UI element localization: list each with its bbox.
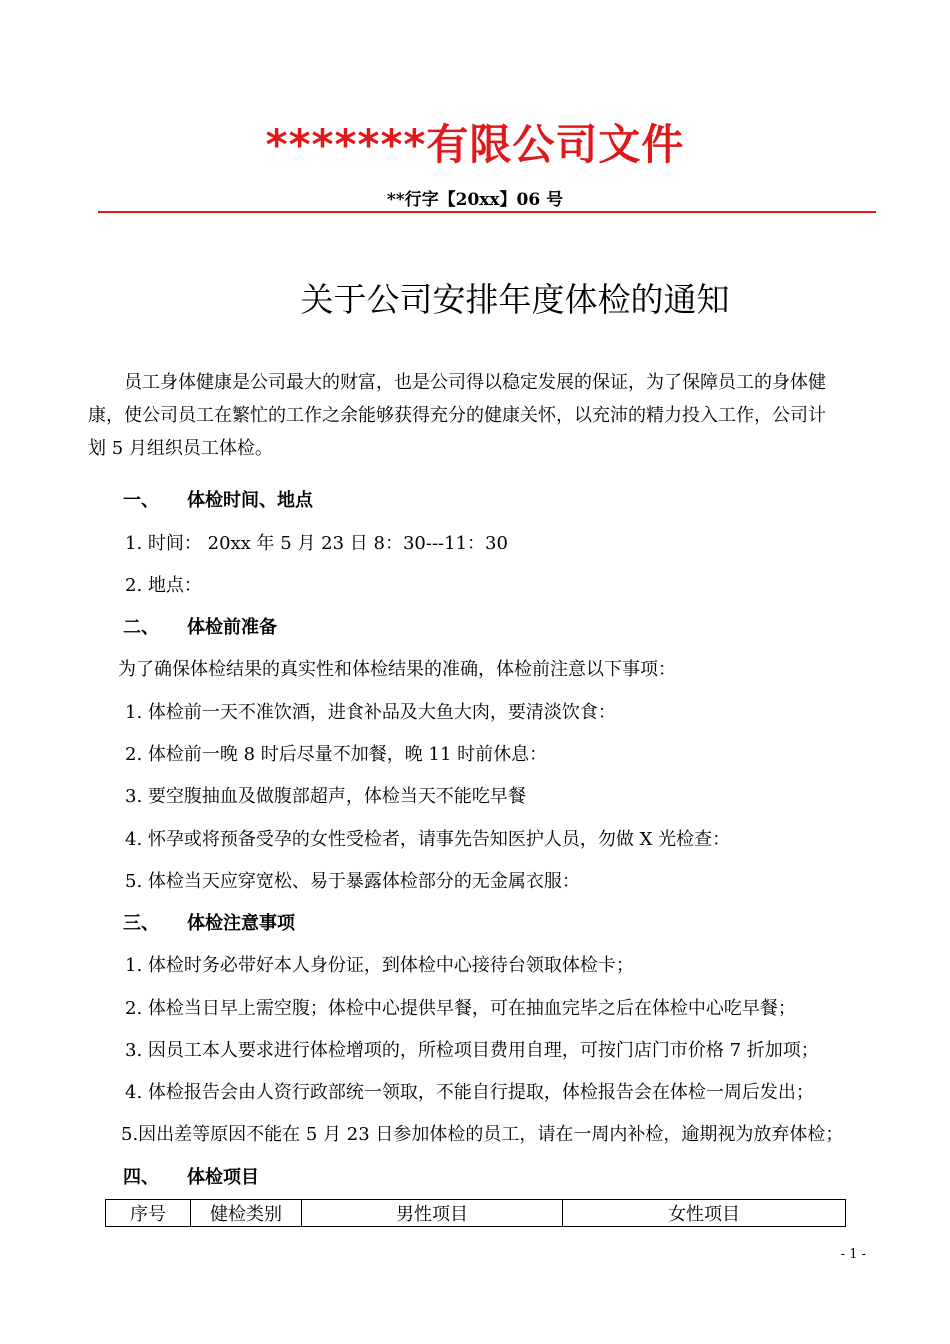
header-divider [98, 211, 876, 213]
table-header-cell: 序号 [106, 1200, 191, 1227]
list-item: 5. 体检当天应穿宽松、易于暴露体检部分的无金属衣服： [125, 871, 580, 892]
list-item: 1. 体检时务必带好本人身份证，到体检中心接待台领取体检卡； [125, 955, 634, 976]
list-item: 1. 体检前一天不准饮酒，进食补品及大鱼大肉，要清淡饮食： [125, 702, 616, 723]
section-number: 三、 [123, 913, 159, 934]
list-item: 1. 时间： 20xx 年 5 月 23 日 8：30---11：30 [125, 533, 508, 554]
intro-paragraph [88, 366, 878, 465]
document-number: **行字【20xx】06 号 [386, 190, 564, 210]
table-header-cell: 女性项目 [563, 1200, 846, 1227]
notice-title: 关于公司安排年度体检的通知 [300, 280, 730, 319]
section-title: 体检注意事项 [187, 913, 295, 934]
checkup-items-table [105, 1199, 846, 1227]
table-header-cell: 男性项目 [302, 1200, 563, 1227]
section-heading [123, 1163, 259, 1189]
list-item: 2. 地点： [125, 575, 202, 596]
table-header-cell: 健检类别 [191, 1200, 302, 1227]
list-item: 4. 怀孕或将预备受孕的女性受检者，请事先告知医护人员，勿做 X 光检查： [125, 829, 731, 850]
intro-line: 康，使公司员工在繁忙的工作之余能够获得充分的健康关怀，以充沛的精力投入工作，公司计 [88, 405, 826, 426]
list-item: 2. 体检当日早上需空腹；体检中心提供早餐，可在抽血完毕之后在体检中心吃早餐； [125, 998, 796, 1019]
section-heading [123, 613, 277, 639]
list-item: 4. 体检报告会由人资行政部统一领取，不能自行提取，体检报告会在体检一周后发出； [125, 1082, 814, 1103]
section-heading [123, 486, 313, 512]
section-number: 一、 [123, 490, 159, 511]
section-heading [123, 909, 295, 935]
intro-line: 划 5 月组织员工体检。 [88, 438, 273, 459]
section-title: 体检项目 [187, 1167, 259, 1188]
section-number: 二、 [123, 617, 159, 638]
section-title: 体检时间、地点 [187, 490, 313, 511]
section-number: 四、 [123, 1167, 159, 1188]
list-item: 3. 要空腹抽血及做腹部超声，体检当天不能吃早餐 [125, 786, 526, 807]
list-item: 5.因出差等原因不能在 5 月 23 日参加体检的员工，请在一周内补检，逾期视为放弃体检； [121, 1124, 844, 1145]
section-lead: 为了确保体检结果的真实性和体检结果的准确，体检前注意以下事项： [118, 659, 676, 680]
company-document-header: *******有限公司文件 [265, 120, 685, 169]
section-title: 体检前准备 [187, 617, 277, 638]
page-number: - 1 - [840, 1247, 866, 1262]
intro-line: 员工身体健康是公司最大的财富，也是公司得以稳定发展的保证，为了保障员工的身体健 [124, 372, 826, 393]
table-header-row [106, 1200, 846, 1227]
list-item: 2. 体检前一晚 8 时后尽量不加餐，晚 11 时前休息： [125, 744, 548, 765]
list-item: 3. 因员工本人要求进行体检增项的，所检项目费用自理，可按门店门市价格 7 折加项； [125, 1040, 819, 1061]
